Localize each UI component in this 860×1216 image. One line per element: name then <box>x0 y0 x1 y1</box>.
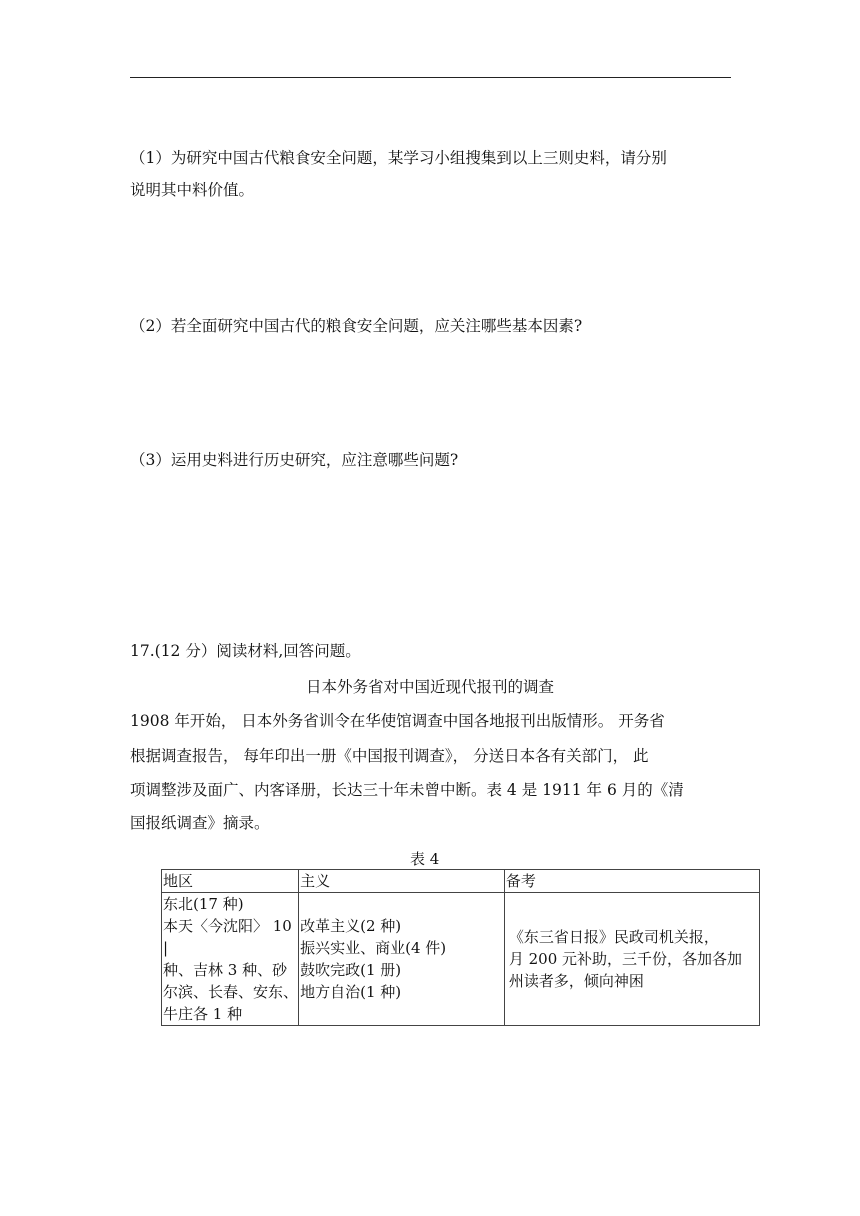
table-caption: 表 4 <box>410 850 440 868</box>
column-header-doctrine: 主义 <box>299 870 505 893</box>
region-line: | <box>163 939 169 957</box>
cell-doctrine <box>299 893 505 1026</box>
newspaper-survey-table <box>161 869 760 1026</box>
region-line: 尔滨、长春、安东、 <box>163 983 299 1001</box>
region-line: 牛庄各 1 种 <box>163 1005 243 1023</box>
question-16-part2: （2）若全面研究中国古代的粮食安全问题，应关注哪些基本因素? <box>130 317 583 335</box>
region-line: 种、吉林 3 种、砂 <box>163 961 288 979</box>
question-16-part1-line2: 说明其中料价值。 <box>130 181 255 199</box>
material-line: 国报纸调查》摘录。 <box>130 814 270 832</box>
column-header-region: 地区 <box>162 870 299 893</box>
doctrine-line: 振兴实业、商业(4 件) <box>300 939 447 957</box>
note-line: 月 200 元补助，三千份，各加各加 <box>508 950 743 968</box>
doctrine-line: 地方自治(1 种) <box>300 983 402 1001</box>
material-line: 根据调查报告， 每年印出一册《中国报刊调查》， 分送日本各有关部门， 此 <box>130 747 649 765</box>
cell-region <box>162 893 299 1026</box>
table-header-row <box>162 870 760 893</box>
material-title: 日本外务省对中国近现代报刊的调查 <box>305 678 554 696</box>
region-line: 东北(17 种) <box>163 895 244 913</box>
doctrine-line: 鼓吹完政(1 册) <box>300 961 402 979</box>
table-row <box>162 893 760 1026</box>
material-line: 1908 年开始， 日本外务省训令在华使馆调查中国各地报刊出版情形。 开务省 <box>130 712 665 730</box>
doctrine-line: 改革主义(2 种) <box>300 917 402 935</box>
question-16-part3: （3）运用史料进行历史研究，应注意哪些问题? <box>130 451 459 469</box>
cell-notes <box>504 893 759 1026</box>
note-line: 州读者多，倾向神困 <box>508 972 644 990</box>
header-rule <box>130 77 731 78</box>
question-17-heading: 17.(12 分）阅读材料,回答问题。 <box>130 642 361 660</box>
question-16-part1-line1: （1）为研究中国古代粮食安全问题，某学习小组搜集到以上三则史料，请分别 <box>130 149 667 167</box>
region-line: 本天〈今沈阳〉 10 <box>163 917 292 935</box>
column-header-notes: 备考 <box>504 870 759 893</box>
note-line: 《东三省日报》民政司机关报， <box>508 928 719 946</box>
material-line: 项调整涉及面广、内客译册，长达三十年未曾中断。表 4 是 1911 年 6 月的《清 <box>130 781 684 799</box>
